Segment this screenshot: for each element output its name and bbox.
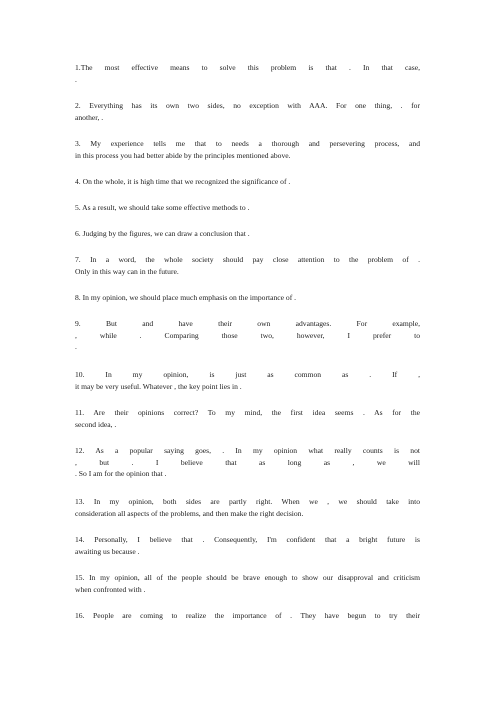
sentence-line: consideration all aspects of the problems, and then make the right decision. bbox=[75, 508, 304, 518]
sentence-line: it may be very useful. Whatever , the key point lies in . bbox=[75, 381, 242, 391]
sentence-line: 2. Everything has its own two sides, no exception with AAA. For one thing, . for bbox=[75, 101, 420, 110]
sentence-item-13 bbox=[75, 496, 420, 519]
sentence-item-14 bbox=[75, 534, 420, 557]
sentence-line: 12. As a popular saying goes, . In my opinion what really counts is not bbox=[75, 446, 420, 455]
sentence-line: , while . Comparing those two, however, I prefer to bbox=[75, 330, 420, 340]
sentence-line: second idea, . bbox=[75, 419, 117, 429]
sentence-line: . bbox=[75, 74, 77, 84]
sentence-line: 16. People are coming to realize the importance of . They have begun to try their bbox=[75, 611, 420, 620]
sentence-line: 15. In my opinion, all of the people should be brave enough to show our disapproval and criticism bbox=[75, 573, 420, 582]
sentence-line: 6. Judging by the figures, we can draw a conclusion that . bbox=[75, 229, 250, 238]
sentence-line: 8. In my opinion, we should place much emphasis on the importance of . bbox=[75, 293, 297, 302]
sentence-item-15 bbox=[75, 572, 420, 595]
sentence-line: . So I am for the opinion that . bbox=[75, 469, 167, 478]
sentence-item-10 bbox=[75, 369, 420, 392]
sentence-item-1 bbox=[75, 62, 420, 85]
sentence-line: 7. In a word, the whole society should pay close attention to the problem of . bbox=[75, 255, 420, 264]
sentence-item-9 bbox=[75, 318, 420, 353]
sentence-line: . bbox=[75, 342, 77, 351]
sentence-line: 11. Are their opinions correct? To my mind, the first idea seems . As for the bbox=[75, 408, 420, 417]
sentence-line: 9. But and have their own advantages. For example, bbox=[75, 319, 420, 328]
sentence-item-3 bbox=[75, 138, 420, 161]
sentence-item-12 bbox=[75, 445, 420, 480]
sentence-line: 1.The most effective means to solve this problem is that . In that case, bbox=[75, 63, 420, 72]
sentence-line: Only in this way can in the future. bbox=[75, 266, 179, 276]
sentence-item-11 bbox=[75, 407, 420, 430]
sentence-item-2 bbox=[75, 100, 420, 123]
sentence-line: 13. In my opinion, both sides are partly right. When we , we should take into bbox=[75, 497, 420, 506]
sentence-item-5 bbox=[75, 202, 420, 214]
sentence-line: awaiting us because . bbox=[75, 546, 140, 556]
sentence-line: 3. My experience tells me that to needs a thorough and persevering process, and bbox=[75, 139, 420, 148]
sentence-line: 14. Personally, I believe that . Consequently, I'm confident that a bright future is bbox=[75, 535, 420, 544]
sentence-line: 5. As a result, we should take some effective methods to . bbox=[75, 203, 250, 212]
sentence-line: when confronted with . bbox=[75, 584, 146, 594]
sentence-item-8 bbox=[75, 292, 420, 304]
sentence-item-4 bbox=[75, 176, 420, 188]
sentence-item-16 bbox=[75, 610, 420, 622]
sentence-line: 10. In my opinion, is just as common as . If , bbox=[75, 370, 420, 379]
sentence-line: in this process you had better abide by the principles mentioned above. bbox=[75, 150, 291, 160]
sentence-line: 4. On the whole, it is high time that we recognized the significance of . bbox=[75, 177, 291, 186]
sentence-line: another, . bbox=[75, 112, 104, 122]
sentence-item-6 bbox=[75, 228, 420, 240]
sentence-line: , but . I believe that as long as , we will bbox=[75, 457, 420, 467]
sentence-item-7 bbox=[75, 254, 420, 277]
